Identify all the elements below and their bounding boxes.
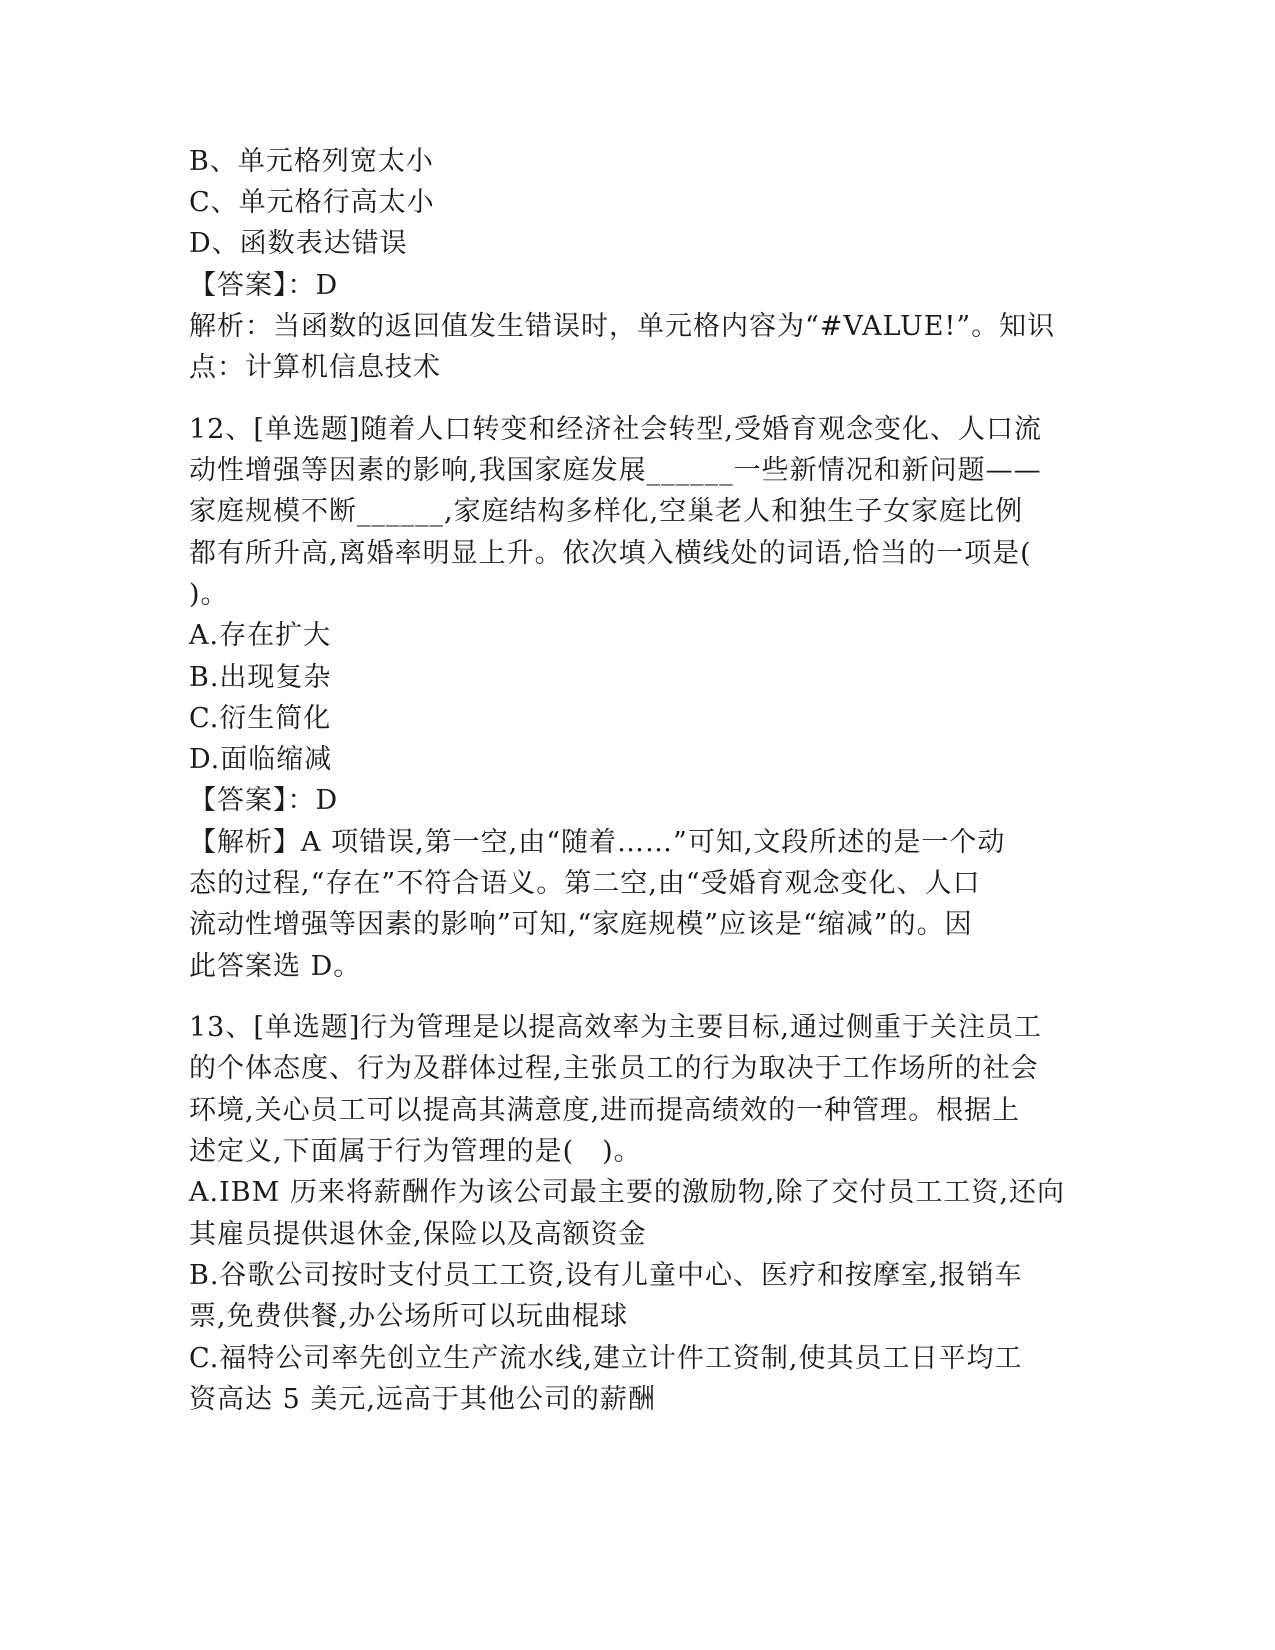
q13-option-b: B.谷歌公司按时支付员工工资,设有儿童中心、医疗和按摩室,报销车 [189, 1260, 1023, 1291]
q12-option-b: B.出现复杂 [189, 662, 332, 693]
q12-analysis-line: 流动性增强等因素的影响”可知,“家庭规模”应该是“缩减”的。因 [189, 909, 973, 940]
q12-stem-line: 都有所升高,离婚率明显上升。依次填入横线处的词语,恰当的一项是( [189, 538, 1032, 569]
q13-option-c: C.福特公司率先创立生产流水线,建立计件工资制,使其员工日平均工 [189, 1343, 1023, 1374]
q12-option-a: A.存在扩大 [189, 620, 332, 651]
q12-option-c: C.衍生简化 [189, 703, 332, 734]
q12-analysis-line: 态的过程,“存在”不符合语义。第二空,由“受婚育观念变化、人口 [189, 868, 981, 899]
q13-stem-line: 的个体态度、行为及群体过程,主张员工的行为取决于工作场所的社会 [189, 1053, 1039, 1084]
q13-option-a-cont: 其雇员提供退休金,保险以及高额资金 [189, 1219, 647, 1250]
q11-analysis-line: 点：计算机信息技术 [189, 352, 441, 383]
q13-option-a: A.IBM 历来将薪酬作为该公司最主要的激励物,除了交付员工工资,还向 [189, 1177, 1065, 1208]
q12-stem-line: 12、[单选题]随着人口转变和经济社会转型,受婚育观念变化、人口流 [189, 414, 1043, 445]
q11-option-c: C、单元格行高太小 [189, 187, 435, 218]
q11-answer: 【答案】：D [189, 270, 339, 301]
q11-option-d: D、函数表达错误 [189, 228, 408, 259]
q13-stem-line: 述定义,下面属于行为管理的是( )。 [189, 1136, 642, 1167]
q11-analysis-line: 解析：当函数的返回值发生错误时，单元格内容为“#VALUE!”。知识 [189, 311, 1056, 342]
q13-stem-line: 13、[单选题]行为管理是以提高效率为主要目标,通过侧重于关注员工 [189, 1012, 1043, 1043]
q11-option-b: B、单元格列宽太小 [189, 146, 434, 177]
q12-analysis-line: 此答案选 D。 [189, 951, 362, 982]
q12-answer: 【答案】：D [189, 785, 339, 816]
q12-option-d: D.面临缩减 [189, 744, 333, 775]
q13-stem-line: 环境,关心员工可以提高其满意度,进而提高绩效的一种管理。根据上 [189, 1095, 1021, 1126]
q12-analysis-line: 【解析】A 项错误,第一空,由“随着……”可知,文段所述的是一个动 [189, 827, 1006, 858]
q12-stem-line: 动性增强等因素的影响,我国家庭发展______一些新情况和新问题—— [189, 455, 1042, 486]
q13-option-b-cont: 票,免费供餐,办公场所可以玩曲棍球 [189, 1301, 629, 1332]
q12-stem-line: 家庭规模不断______,家庭结构多样化,空巢老人和独生子女家庭比例 [189, 496, 1024, 527]
q13-option-c-cont: 资高达 5 美元,远高于其他公司的薪酬 [189, 1384, 656, 1415]
q12-stem-line: )。 [189, 579, 229, 610]
